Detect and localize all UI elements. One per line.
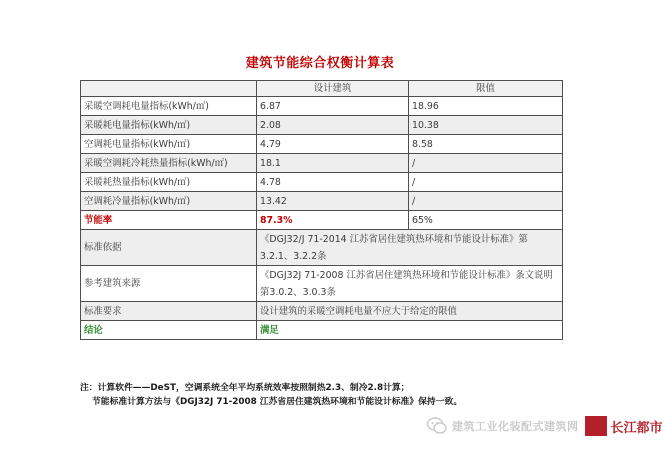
header-cell-blank: [81, 81, 257, 97]
limit-value: 8.58: [409, 135, 563, 154]
reference-row: [81, 266, 563, 302]
table-row: [81, 116, 563, 135]
limit-value: /: [409, 173, 563, 192]
row-label: 采暖耗热量指标(kWh/㎡): [81, 173, 257, 192]
watermark: [426, 413, 663, 439]
design-value: 2.08: [257, 116, 409, 135]
energy-saving-design-value: 87.3%: [257, 211, 409, 230]
brand-logo: [585, 416, 607, 436]
reference-value: 《DGJ32J 71-2008 江苏省居住建筑热环境和节能设计标准》条文说明第3.0.2、3.0.3条: [257, 266, 563, 302]
table-row: [81, 173, 563, 192]
watermark-text: 建筑工业化装配式建筑网: [452, 420, 579, 433]
footnote: [80, 381, 580, 409]
limit-value: /: [409, 154, 563, 173]
conclusion-label: 结论: [81, 321, 257, 340]
row-label: 采暖空调耗冷耗热量指标(kWh/㎡): [81, 154, 257, 173]
page-title: 建筑节能综合权衡计算表: [245, 56, 395, 71]
watermark-brand: 长江都市: [610, 420, 663, 436]
footnote-line-1: 注：计算软件——DeST，空调系统全年平均系统效率按照制热2.3、制冷2.8计算；: [80, 383, 410, 393]
conclusion-value: 满足: [257, 321, 563, 340]
energy-saving-label: 节能率: [81, 211, 257, 230]
requirement-row: [81, 302, 563, 321]
row-label: 采暖耗电量指标(kWh/㎡): [81, 116, 257, 135]
requirement-value: 设计建筑的采暖空调耗电量不应大于给定的限值: [257, 302, 563, 321]
standard-row: [81, 230, 563, 266]
design-value: 4.78: [257, 173, 409, 192]
design-value: 18.1: [257, 154, 409, 173]
wechat-icon: [426, 415, 448, 437]
table-header-row: [81, 81, 563, 97]
table-row: [81, 97, 563, 116]
design-value: 13.42: [257, 192, 409, 211]
energy-saving-row: [81, 211, 563, 230]
conclusion-row: [81, 321, 563, 340]
standard-label: 标准依据: [81, 230, 257, 266]
limit-value: /: [409, 192, 563, 211]
footnote-line-2: 节能标准计算方法与《DGJ32J 71-2008 江苏省居住建筑热环境和节能设计标准》保持一致。: [92, 397, 463, 407]
limit-value: 10.38: [409, 116, 563, 135]
standard-value: 《DGJ32/J 71-2014 江苏省居住建筑热环境和节能设计标准》第3.2.1、3.2.2条: [257, 230, 563, 266]
table-row: [81, 154, 563, 173]
table-row: [81, 135, 563, 154]
row-label: 空调耗冷量指标(kWh/㎡): [81, 192, 257, 211]
energy-saving-limit-value: 65%: [409, 211, 563, 230]
reference-label: 参考建筑来源: [81, 266, 257, 302]
requirement-label: 标准要求: [81, 302, 257, 321]
design-value: 4.79: [257, 135, 409, 154]
design-value: 6.87: [257, 97, 409, 116]
header-cell-design: 设计建筑: [257, 81, 409, 97]
limit-value: 18.96: [409, 97, 563, 116]
header-cell-limit: 限值: [409, 81, 563, 97]
row-label: 空调耗电量指标(kWh/㎡): [81, 135, 257, 154]
energy-calc-table: [80, 80, 563, 340]
table-row: [81, 192, 563, 211]
row-label: 采暖空调耗电量指标(kWh/㎡): [81, 97, 257, 116]
